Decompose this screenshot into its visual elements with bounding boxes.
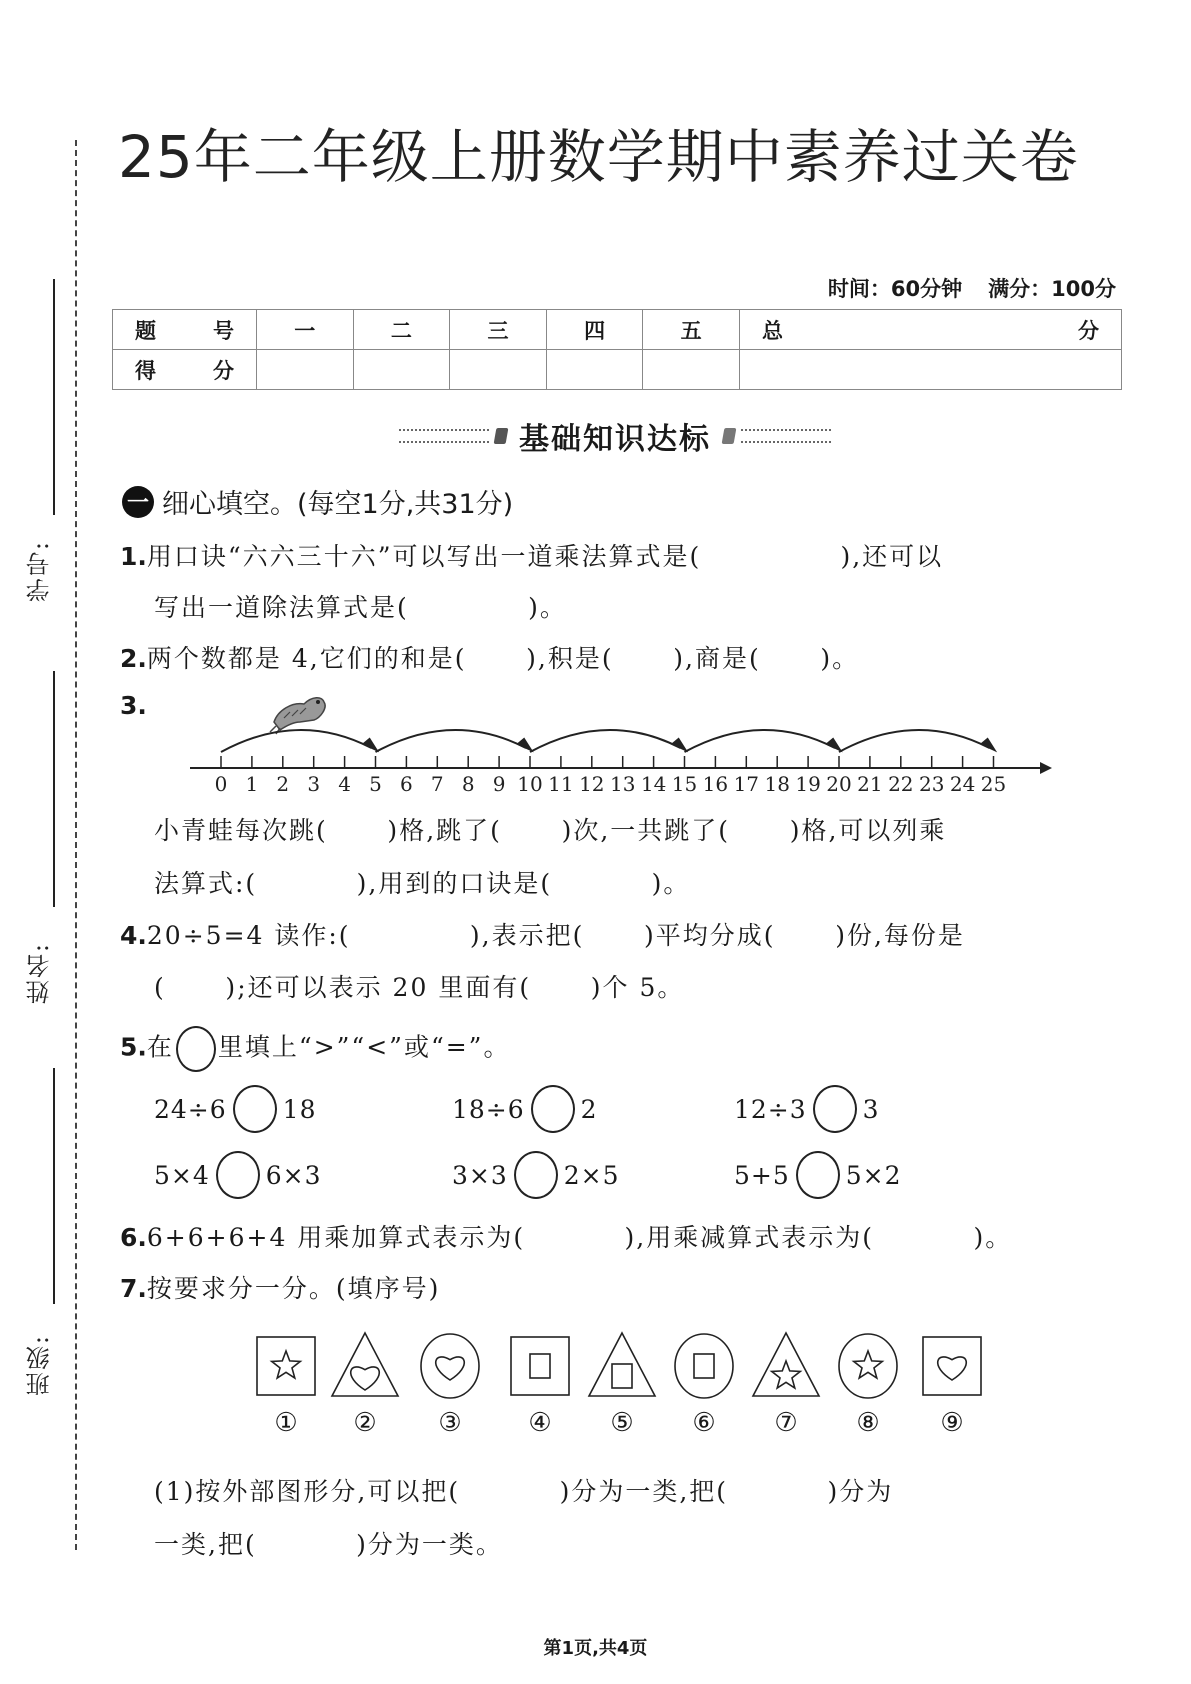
svg-text:13: 13 [609,772,636,796]
shape-label: ① [274,1408,298,1438]
jump-arc [530,730,681,752]
shape-triangle-with-square-icon [589,1333,655,1396]
svg-text:0: 0 [214,772,228,796]
banner-ornament-left-icon [494,428,509,444]
score-cell-3[interactable] [450,350,547,390]
col-header-2: 二 [353,310,450,350]
binding-cut-line [75,140,77,1550]
svg-text:10: 10 [517,772,543,796]
svg-text:22: 22 [888,772,914,796]
svg-text:20: 20 [826,772,852,796]
shapes-row [250,1330,1030,1405]
compare-answer-circle[interactable] [216,1151,260,1199]
score-cell-1[interactable] [257,350,354,390]
question-7-sub1-line2: 一类,把( )分为一类。 [154,1530,503,1559]
svg-text:18: 18 [764,772,790,796]
shape-label: ⑤ [610,1408,634,1438]
shape-circle-with-heart-icon [421,1334,479,1398]
shape-triangle-with-star-icon [753,1333,819,1396]
svg-text:14: 14 [640,772,667,796]
class-label: 班级: [26,1334,54,1397]
svg-text:16: 16 [702,772,729,796]
banner-title: 基础知识达标 [519,422,711,457]
shape-label: ⑨ [940,1408,964,1438]
section-banner [380,414,850,458]
compare-item-1: 24÷6 18 [154,1085,316,1133]
col-header-1: 一 [257,310,354,350]
compare-item-5: 3×3 2×5 [452,1151,620,1199]
svg-text:5: 5 [369,772,382,796]
banner-dots-left [399,429,489,443]
name-underline [53,671,55,907]
question-7-sub1-line1: (1)按外部图形分,可以把( )分为一类,把( )分为 [154,1477,894,1506]
question-number-header: 题 号 [113,310,257,350]
shape-square-with-square-icon [511,1337,569,1395]
question-4: 4.20÷5=4 读作:( ),表示把( )平均分成( )份,每份是 [120,921,965,950]
shape-circle-with-square-icon [675,1334,733,1398]
section-header [122,482,513,521]
full-score: 满分：100分 [988,277,1116,301]
compare-item-4: 5×4 6×3 [154,1151,322,1199]
banner-ornament-right-icon [722,428,737,444]
svg-text:6: 6 [400,772,413,796]
compare-item-2: 18÷6 2 [452,1085,598,1133]
compare-item-3: 12÷3 3 [734,1085,880,1133]
total-header: 总 分 [739,310,1121,350]
col-header-3: 三 [450,310,547,350]
compare-answer-circle[interactable] [796,1151,840,1199]
shape-label: ③ [438,1408,462,1438]
score-cell-total[interactable] [739,350,1121,390]
compare-item-6: 5+5 5×2 [734,1151,902,1199]
shape-triangle-with-heart-icon [332,1333,398,1396]
score-cell-2[interactable] [353,350,450,390]
jump-arc [221,730,372,752]
question-3: 3. [120,691,147,720]
svg-text:15: 15 [671,772,698,796]
shape-label: ⑥ [692,1408,716,1438]
question-1: 1.用口诀“六六三十六”可以写出一道乘法算式是( ),还可以 [120,542,944,571]
shape-circle-with-star-icon [839,1334,897,1398]
col-header-5: 五 [643,310,740,350]
shape-square-with-heart-icon [923,1337,981,1395]
circle-placeholder-icon [176,1026,216,1072]
score-table [112,309,1122,390]
name-label: 姓名: [26,942,54,1005]
svg-text:3: 3 [307,772,321,796]
svg-text:23: 23 [918,772,945,796]
svg-text:11: 11 [548,772,574,796]
shape-label: ⑦ [774,1408,798,1438]
svg-text:24: 24 [949,772,976,796]
svg-text:25: 25 [980,772,1007,796]
question-3-line1: 小青蛙每次跳( )格,跳了( )次,一共跳了( )格,可以列乘 [154,816,947,845]
time-limit: 时间：60分钟 [827,277,963,301]
section-title: 细心填空。(每空1分,共31分) [162,489,514,520]
table-row [113,350,1122,390]
shape-square-with-star-icon [257,1337,315,1395]
student-id-underline [53,279,55,515]
svg-text:2: 2 [276,772,290,796]
svg-text:7: 7 [430,772,444,796]
score-cell-5[interactable] [643,350,740,390]
question-3-line2: 法算式:( ),用到的口诀是( )。 [154,869,691,898]
banner-dots-right [741,429,831,443]
compare-answer-circle[interactable] [233,1085,277,1133]
shape-label: ④ [528,1408,552,1438]
question-5: 5.在 里填上“>”“<”或“=”。 [120,1026,510,1072]
class-underline [53,1068,55,1304]
jump-arc [376,730,527,752]
svg-text:9: 9 [492,772,506,796]
page-footer: 第1页,共4页 [543,1638,648,1659]
section-number-badge: 一 [122,486,154,518]
question-1-cont: 写出一道除法算式是( )。 [154,593,567,622]
svg-text:19: 19 [795,772,821,796]
svg-text:21: 21 [857,772,883,796]
frog-icon [270,698,325,734]
compare-answer-circle[interactable] [813,1085,857,1133]
question-7: 7.按要求分一分。(填序号) [120,1274,441,1303]
question-4-cont: ( );还可以表示 20 里面有( )个 5。 [154,973,685,1002]
jump-arc [839,730,990,752]
shape-label: ⑧ [856,1408,880,1438]
svg-text:17: 17 [733,772,760,796]
compare-answer-circle[interactable] [531,1085,575,1133]
svg-text:8: 8 [461,772,475,796]
col-header-4: 四 [546,310,643,350]
exam-meta [828,273,1116,303]
number-line-diagram [180,690,1060,800]
question-2: 2.两个数都是 4,它们的和是( ),积是( ),商是( )。 [120,644,860,673]
svg-text:12: 12 [579,772,605,796]
student-id-label: 学号: [26,540,54,603]
compare-answer-circle[interactable] [514,1151,558,1199]
score-cell-4[interactable] [546,350,643,390]
table-row [113,310,1122,350]
question-6: 6.6+6+6+4 用乘加算式表示为( ),用乘减算式表示为( )。 [120,1223,1013,1252]
jump-arc [685,730,836,752]
page-title: 25年二年级上册数学期中素养过关卷 [118,123,1079,191]
svg-text:1: 1 [245,772,259,796]
score-row-header: 得 分 [113,350,257,390]
svg-text:4: 4 [338,772,351,796]
shape-label: ② [353,1408,377,1438]
